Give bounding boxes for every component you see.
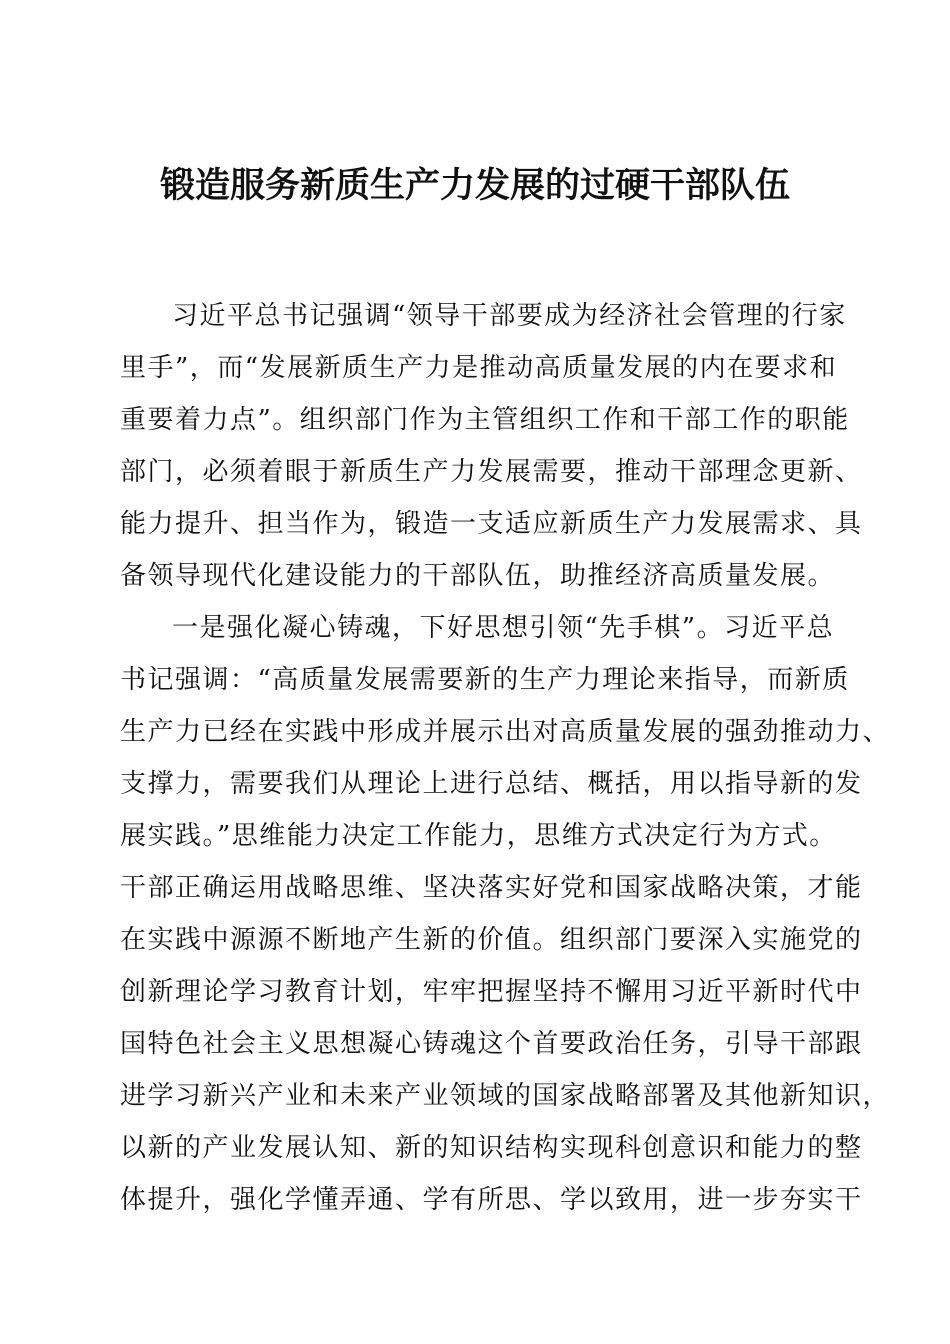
paragraph-2-line-4: 支撑力，需要我们从理论上进行总结、概括，用以指导新的发 [120, 769, 863, 799]
paragraph-2-line-8: 创新理论学习教育计划，牢牢把握坚持不懈用习近平新时代中 [120, 977, 863, 1007]
paragraph-2-line-6: 干部正确运用战略思维、坚决落实好党和国家战略决策，才能 [120, 873, 863, 903]
document-body [120, 290, 891, 1226]
paragraph-2-line-7: 在实践中源源不断地产生新的价值。组织部门要深入实施党的 [120, 925, 863, 955]
document-title: 锻造服务新质生产力发展的过硬干部队伍 [159, 166, 790, 206]
paragraph-1-line-3: 重要着力点”。组织部门作为主管组织工作和干部工作的职能 [120, 405, 850, 435]
paragraph-2-line-1: 一是强化凝心铸魂，下好思想引领“先手棋”。习近平总 [172, 613, 835, 643]
paragraph-1-line-5: 能力提升、担当作为，锻造一支适应新质生产力发展需求、具 [120, 509, 863, 539]
paragraph-1-line-2: 里手”，而“发展新质生产力是推动高质量发展的内在要求和 [120, 353, 838, 383]
paragraph-2-line-10: 进学习新兴产业和未来产业领域的国家战略部署及其他新知识， [120, 1081, 891, 1111]
paragraph-2-line-9: 国特色社会主义思想凝心铸魂这个首要政治任务，引导干部跟 [120, 1029, 863, 1059]
paragraph-2-line-3: 生产力已经在实践中形成并展示出对高质量发展的强劲推动力、 [120, 717, 891, 747]
paragraph-1-line-1: 习近平总书记强调“领导干部要成为经济社会管理的行家 [172, 301, 847, 331]
paragraph-2-line-11: 以新的产业发展认知、新的知识结构实现科创意识和能力的整 [120, 1133, 863, 1163]
paragraph-2-line-2: 书记强调：“高质量发展需要新的生产力理论来指导，而新质 [120, 665, 850, 695]
paragraph-1-line-6: 备领导现代化建设能力的干部队伍，助推经济高质量发展。 [120, 561, 836, 591]
paragraph-2-line-12: 体提升，强化学懂弄通、学有所思、学以致用，进一步夯实干 [120, 1185, 863, 1215]
paragraph-2-line-5: 展实践。”思维能力决定工作能力，思维方式决定行为方式。 [120, 821, 837, 851]
paragraph-1-line-4: 部门，必须着眼于新质生产力发展需要，推动干部理念更新、 [120, 457, 863, 487]
